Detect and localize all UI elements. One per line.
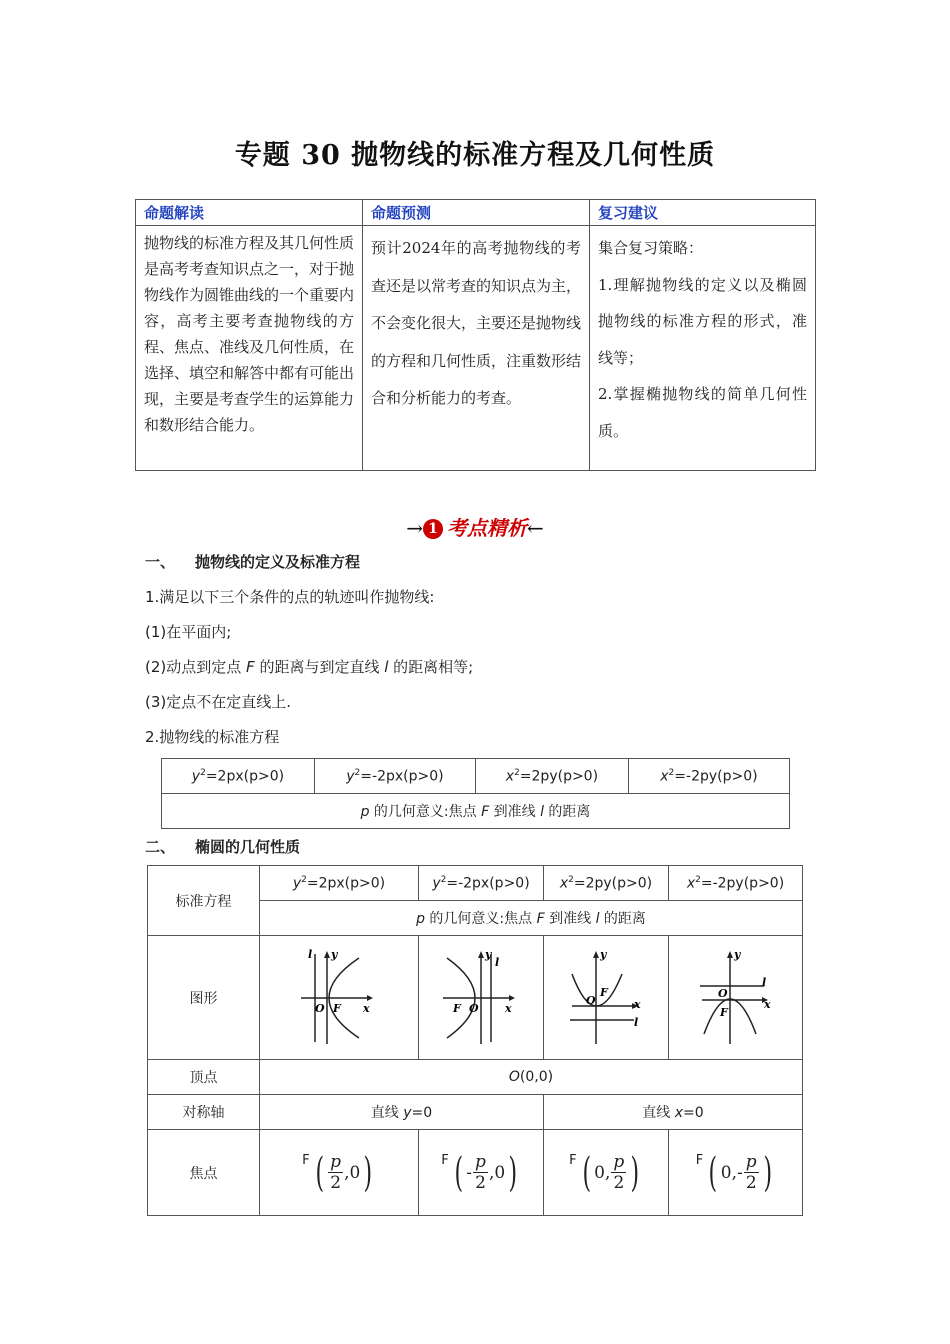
svg-text:y: y — [733, 947, 740, 961]
standard-equation-intro: 2.抛物线的标准方程 — [145, 728, 280, 746]
part2-title: 椭圆的几何性质 — [195, 838, 301, 856]
axis-value-1: 直线 y=0 — [260, 1095, 544, 1130]
header-interpretation: 命题解读 — [136, 200, 363, 226]
svg-text:x: x — [634, 997, 641, 1011]
row-label-standard: 标准方程 — [148, 866, 260, 936]
svg-text:O: O — [586, 993, 596, 1007]
condition-3: (3)定点不在定直线上. — [145, 693, 292, 711]
svg-text:F: F — [719, 1005, 728, 1019]
focus-3: F ( 0 , p 2 ) — [544, 1130, 669, 1216]
definition-intro: 1.满足以下三个条件的点的轨迹叫作抛物线: — [145, 588, 435, 606]
svg-text:F: F — [453, 1001, 461, 1015]
analysis-table — [135, 199, 816, 471]
graph-left-opening — [419, 936, 544, 1060]
std-eq-1: $y^2=2px(p>0)$ — [260, 866, 419, 901]
condition-2: (2)动点到定点 F 的距离与到定直线 l 的距离相等; — [145, 658, 474, 676]
interpretation-text: 抛物线的标准方程及其几何性质是高考考查知识点之一，对于抛物线作为圆锥曲线的一个重要内容，高考主要考查抛物线的方程、焦点、准线及几何性质，在选择、填空和解答中都有可能出现，主要是考查学生的运算能力和数形结合能力。 — [136, 226, 363, 471]
svg-text:x: x — [763, 997, 771, 1011]
equation-1: $y^2=2px(p>0)$ — [162, 759, 315, 794]
focus-4: F ( 0 , - p 2 ) — [669, 1130, 803, 1216]
svg-text:O: O — [315, 1001, 325, 1015]
arrow-left-icon: ← — [527, 516, 544, 540]
focus-1: F ( p 2 , 0 ) — [260, 1130, 419, 1216]
svg-text:l: l — [308, 947, 313, 961]
condition-1: (1)在平面内; — [145, 623, 232, 641]
svg-text:y: y — [600, 947, 607, 961]
advice-cell — [590, 226, 816, 471]
equation-4: $x^2=-2py(p>0)$ — [628, 759, 789, 794]
arrow-right-icon: → — [406, 516, 423, 540]
vertex-value: O(0,0) — [260, 1060, 803, 1095]
graph-right-opening — [260, 936, 419, 1060]
header-advice: 复习建议 — [590, 200, 816, 226]
row-label-vertex: 顶点 — [148, 1060, 260, 1095]
part2-number: 二、 — [145, 838, 176, 856]
svg-text:x: x — [505, 1001, 512, 1015]
svg-text:O: O — [469, 1001, 479, 1015]
std-eq-2: $y^2=-2px(p>0)$ — [419, 866, 544, 901]
std-eq-3: $x^2=2py(p>0)$ — [544, 866, 669, 901]
svg-text:y: y — [485, 947, 492, 961]
svg-text:F: F — [333, 1001, 341, 1015]
part2-heading — [145, 836, 300, 857]
svg-text:l: l — [634, 1015, 639, 1029]
properties-table — [147, 865, 803, 1216]
page-title: 专题 30 抛物线的标准方程及几何性质 — [234, 140, 716, 171]
part1-number: 一、 — [145, 553, 176, 571]
equation-3: $x^2=2py(p>0)$ — [475, 759, 628, 794]
focus-2: F ( - p 2 , 0 ) — [419, 1130, 544, 1216]
header-prediction: 命题预测 — [363, 200, 590, 226]
advice-line-2: 1.理解抛物线的定义以及椭圆抛物线的标准方程的形式，准线等； — [598, 275, 807, 367]
svg-text:l: l — [495, 955, 500, 969]
graph-down-opening — [669, 936, 803, 1060]
svg-text:x: x — [363, 1001, 370, 1015]
svg-text:F: F — [600, 985, 608, 999]
parabola-right-graph — [299, 946, 379, 1046]
svg-text:O: O — [717, 986, 728, 1000]
standard-equation-table — [161, 758, 790, 829]
p-meaning: p 的几何意义:焦点 F 到准线 l 的距离 — [162, 794, 790, 829]
svg-text:l: l — [761, 975, 766, 989]
svg-text:y: y — [331, 947, 338, 961]
prediction-text: 预计2024年的高考抛物线的考查还是以常考查的知识点为主，不会变化很大，主要还是抛物线的方程和几何性质，注重数形结合和分析能力的考查。 — [363, 226, 590, 471]
parabola-down-graph — [696, 946, 776, 1046]
part1-heading — [145, 551, 360, 572]
graph-up-opening — [544, 936, 669, 1060]
p-meaning-2: p 的几何意义:焦点 F 到准线 l 的距离 — [260, 901, 803, 936]
advice-line-1: 集合复习策略： — [598, 239, 704, 257]
part1-title: 抛物线的定义及标准方程 — [195, 553, 361, 571]
parabola-left-graph — [441, 946, 521, 1046]
row-label-axis: 对称轴 — [148, 1095, 260, 1130]
axis-value-2: 直线 x=0 — [544, 1095, 803, 1130]
std-eq-4: $x^2=-2py(p>0)$ — [669, 866, 803, 901]
section-heading — [0, 512, 950, 541]
parabola-up-graph — [566, 946, 646, 1046]
number-badge: 1 — [423, 519, 443, 539]
row-label-graph: 图形 — [148, 936, 260, 1060]
equation-2: $y^2=-2px(p>0)$ — [314, 759, 475, 794]
advice-line-3: 2.掌握椭抛物线的简单几何性质。 — [598, 385, 807, 440]
section-heading-text: 考点精析 — [447, 516, 527, 540]
row-label-focus: 焦点 — [148, 1130, 260, 1216]
